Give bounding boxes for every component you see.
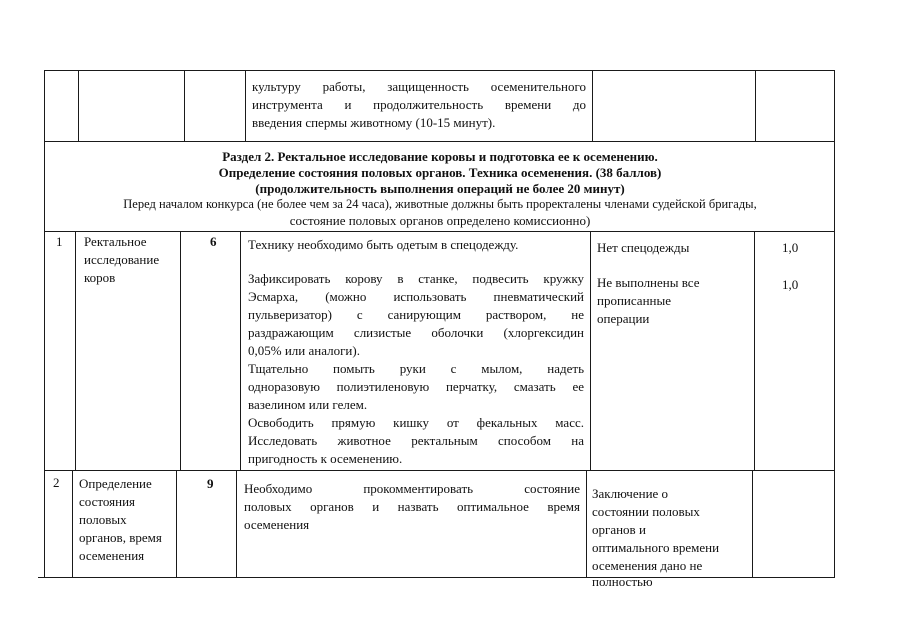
description-line: половых органов и назвать оптимальное время <box>244 499 580 514</box>
section-subtitle: Определение состояния половых органов. Техника осеменения. (38 баллов) <box>218 165 662 180</box>
table-top-border <box>44 70 835 71</box>
col-border <box>176 470 177 577</box>
evaluation-criterion-line: состоянии половых <box>592 504 700 519</box>
description-line: пульверизатор) с санирующим раствором, не <box>248 307 584 322</box>
top-row-text-line: введения спермы животному (10-15 минут). <box>252 115 496 130</box>
col-border <box>586 470 587 577</box>
evaluation-criterion-line: Заключение о <box>592 486 669 501</box>
evaluation-criterion: Нет спецодежды <box>597 240 690 255</box>
section-bottom-border <box>44 231 835 232</box>
description-line: Технику необходимо быть одетым в спецодежду. <box>248 237 519 252</box>
row-separator <box>44 141 835 142</box>
col-border <box>590 231 591 470</box>
description-line: Освободить прямую кишку от фекальных масс. <box>248 415 584 430</box>
col-border <box>752 470 753 577</box>
description-line: вазелином или гелем. <box>248 397 368 412</box>
row-number: 2 <box>53 475 60 490</box>
criterion-name-line: Ректальное <box>84 234 147 249</box>
evaluation-criterion-line: органов и <box>592 522 646 537</box>
evaluation-criterion-line: операции <box>597 311 650 326</box>
col-border <box>754 231 755 470</box>
section-left-border <box>44 141 45 231</box>
description-line: Необходимо прокомментировать состояние <box>244 481 580 496</box>
col-border <box>834 470 835 577</box>
col-border <box>834 70 835 141</box>
evaluation-criterion-line: прописанные <box>597 293 671 308</box>
criterion-name-line: половых <box>79 512 127 527</box>
section-duration: (продолжительность выполнения операций не более 20 минут) <box>255 181 625 196</box>
evaluation-criterion-line: оптимального времени <box>592 540 720 555</box>
max-points: 6 <box>210 234 217 249</box>
top-row-text-line: культуру работы, защищенность осеменительного <box>252 79 586 94</box>
col-border <box>240 231 241 470</box>
col-border <box>44 70 45 141</box>
col-border <box>184 70 185 141</box>
section-note: Перед началом конкурса (не более чем за 24 часа), животные должны быть проректалены членами судейской бригады, <box>123 197 757 211</box>
description-line: Зафиксировать корову в станке, подвесить кружку <box>248 271 584 286</box>
score-value: 1,0 <box>782 240 799 255</box>
row-separator <box>44 470 835 471</box>
description-line: осеменения <box>244 517 310 532</box>
col-border <box>72 470 73 577</box>
description-line: 0,05% или аналоги). <box>248 343 360 358</box>
section-title: Раздел 2. Ректальное исследование коровы и подготовка ее к осеменению. <box>222 149 658 164</box>
description-line: пригодность к осеменению. <box>248 451 403 466</box>
col-border <box>44 231 45 470</box>
col-border <box>245 70 246 141</box>
criterion-name-line: осеменения <box>79 548 145 563</box>
top-row-text-line: инструмента и продолжительность времени до <box>252 97 586 112</box>
col-border <box>78 70 79 141</box>
row-number: 1 <box>56 234 63 249</box>
score-value: 1,0 <box>782 277 799 292</box>
col-border <box>755 70 756 141</box>
col-border <box>592 70 593 141</box>
description-line: одноразовую полиэтиленовую перчатку, смазать ее <box>248 379 584 394</box>
col-border <box>180 231 181 470</box>
section-note-cont: состояние половых органов определено комиссионно) <box>289 213 591 228</box>
evaluation-criterion-line: Не выполнены все <box>597 275 700 290</box>
description-line: Эсмарха, (можно использовать пневматический <box>248 289 584 304</box>
evaluation-criterion-line: осеменения дано не <box>592 558 703 573</box>
criterion-name-line: состояния <box>79 494 135 509</box>
description-line: раздражающим слизистые оболочки (хлоргексидин <box>248 325 584 340</box>
col-border <box>44 470 45 577</box>
col-border <box>236 470 237 577</box>
section-right-border <box>834 141 835 231</box>
criterion-name-line: коров <box>84 270 116 285</box>
description-line: Исследовать животное ректальным способом на <box>248 433 584 448</box>
criterion-name-line: Определение <box>79 476 152 491</box>
criterion-name-line: исследование <box>84 252 160 267</box>
col-border <box>834 231 835 470</box>
max-points: 9 <box>207 476 214 491</box>
description-line: Тщательно помыть руки с мылом, надеть <box>248 361 584 376</box>
evaluation-criterion-line: полностью <box>592 574 653 589</box>
criterion-name-line: органов, время <box>79 530 162 545</box>
col-border <box>75 231 76 470</box>
